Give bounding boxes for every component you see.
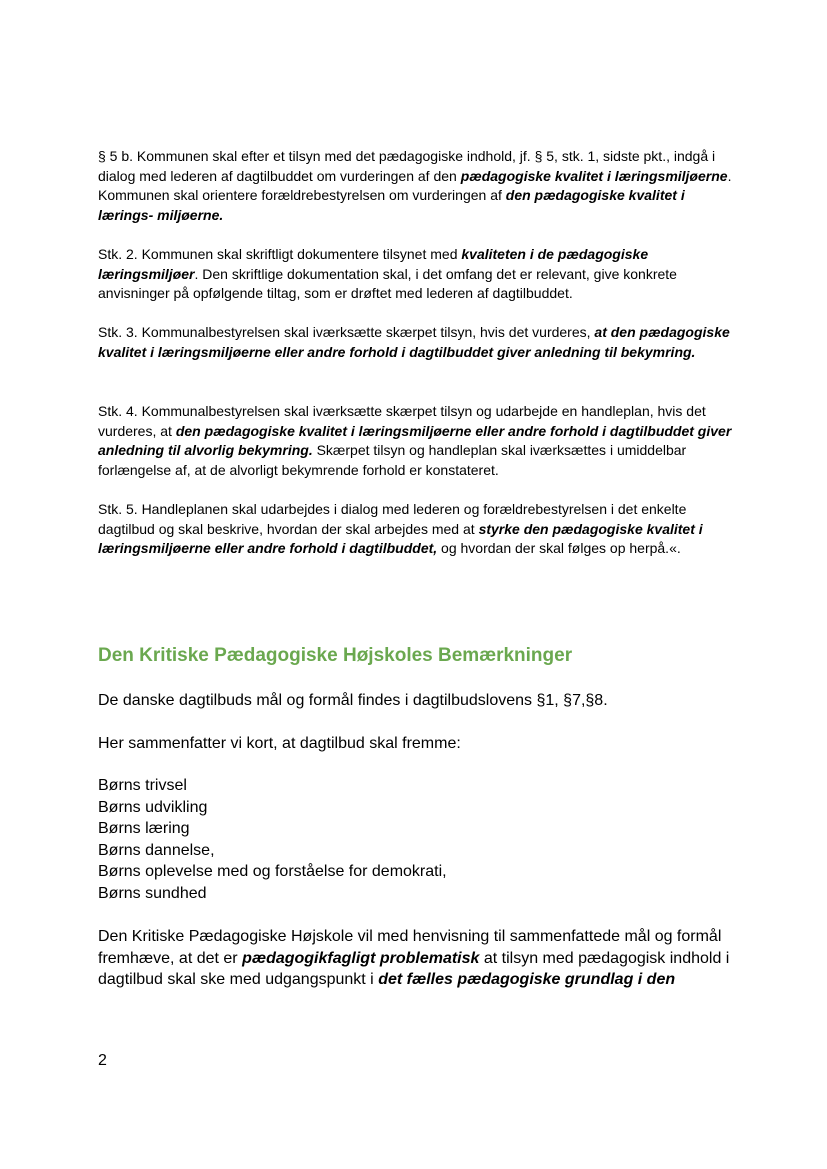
list-item: Børns sundhed — [98, 884, 207, 902]
paragraph-stk-2 — [98, 245, 738, 304]
text-span: Stk. 2. Kommunen skal skriftligt dokumentere tilsynet med — [98, 246, 462, 262]
emphasis-text: kvaliteten i de pædagogiske læringsmiljøer — [98, 246, 649, 282]
list-item: Børns oplevelse med og forståelse for demokrati, — [98, 863, 447, 881]
list-item: Børns læring — [98, 820, 190, 838]
list-item: Børns udvikling — [98, 798, 208, 816]
emphasis-text: at den pædagogiske kvalitet i læringsmiljøerne eller andre forhold i dagtilbuddet giver anledning til bekymring. — [98, 324, 730, 360]
text-span: Skærpet tilsyn og handleplan skal iværksættes i umiddelbar forlængelse af, at de alvorligt bekymrende forhold er konstateret. — [98, 442, 687, 478]
goals-list — [98, 775, 447, 905]
intro-paragraph: De danske dagtilbuds mål og formål findes i dagtilbudslovens §1, §7,§8. — [98, 692, 608, 709]
text-span: at tilsyn med pædagogisk indhold i dagtilbud skal ske med udgangspunkt i — [98, 949, 730, 989]
summary-paragraph: Her sammenfatter vi kort, at dagtilbud skal fremme: — [98, 735, 461, 752]
emphasis-text: det fælles pædagogiske grundlag i den — [378, 971, 676, 989]
text-span: . Kommunen skal orientere forældrebestyrelsen om vurderingen af — [98, 167, 732, 204]
list-item: Børns trivsel — [98, 777, 187, 794]
emphasis-text: pædagogiske kvalitet i læringsmiljøerne — [460, 167, 728, 184]
text-span: Den Kritiske Pædagogiske Højskole vil med henvisning til sammenfattede mål og formål fremhæve, at det er — [98, 928, 722, 967]
emphasis-text: styrke den pædagogiske kvalitet i læringsmiljøerne eller andre forhold i dagtilbuddet, — [98, 520, 703, 557]
text-span: § 5 b. Kommunen skal efter et tilsyn med det pædagogiske indhold, jf. § 5, stk. 1, sidste pkt., indgå i dialog med lederen af dagtilbuddet om vurderingen af den — [98, 148, 716, 184]
paragraph-section-5b — [98, 147, 738, 225]
emphasis-text: den pædagogiske kvalitet i læringsmiljøerne eller andre forhold i dagtilbuddet giver anledning til alvorlig bekymring. — [98, 422, 732, 459]
paragraph-stk-4 — [98, 402, 738, 480]
emphasis-text: den pædagogiske kvalitet i lærings- miljøerne. — [98, 187, 685, 223]
text-span: Stk. 5. Handleplanen skal udarbejdes i dialog med lederen og forældrebestyrelsen i det enkelte dagtilbud og skal beskrive, hvordan der skal arbejdes med at — [98, 501, 687, 537]
closing-paragraph — [98, 926, 746, 991]
text-span: Stk. 3. Kommunalbestyrelsen skal iværksætte skærpet tilsyn, hvis det vurderes, — [98, 324, 595, 340]
section-heading: Den Kritiske Pædagogiske Højskoles Bemærkninger — [98, 645, 573, 666]
text-span: og hvordan der skal følges op herpå.«. — [437, 540, 681, 557]
emphasis-text: pædagogikfagligt problematisk — [242, 949, 480, 967]
page-number: 2 — [98, 1052, 107, 1069]
text-span: . Den skriftlige dokumentation skal, i det omfang det er relevant, give konkrete anvisninger på opfølgende tiltag, som er drøftet med lederen af dagtilbuddet. — [98, 265, 677, 302]
list-item: Børns dannelse, — [98, 841, 215, 859]
paragraph-stk-3 — [98, 323, 738, 362]
paragraph-stk-5 — [98, 500, 738, 559]
text-span: Stk. 4. Kommunalbestyrelsen skal iværksætte skærpet tilsyn og udarbejde en handleplan, hvis det vurderes, at — [98, 403, 706, 439]
